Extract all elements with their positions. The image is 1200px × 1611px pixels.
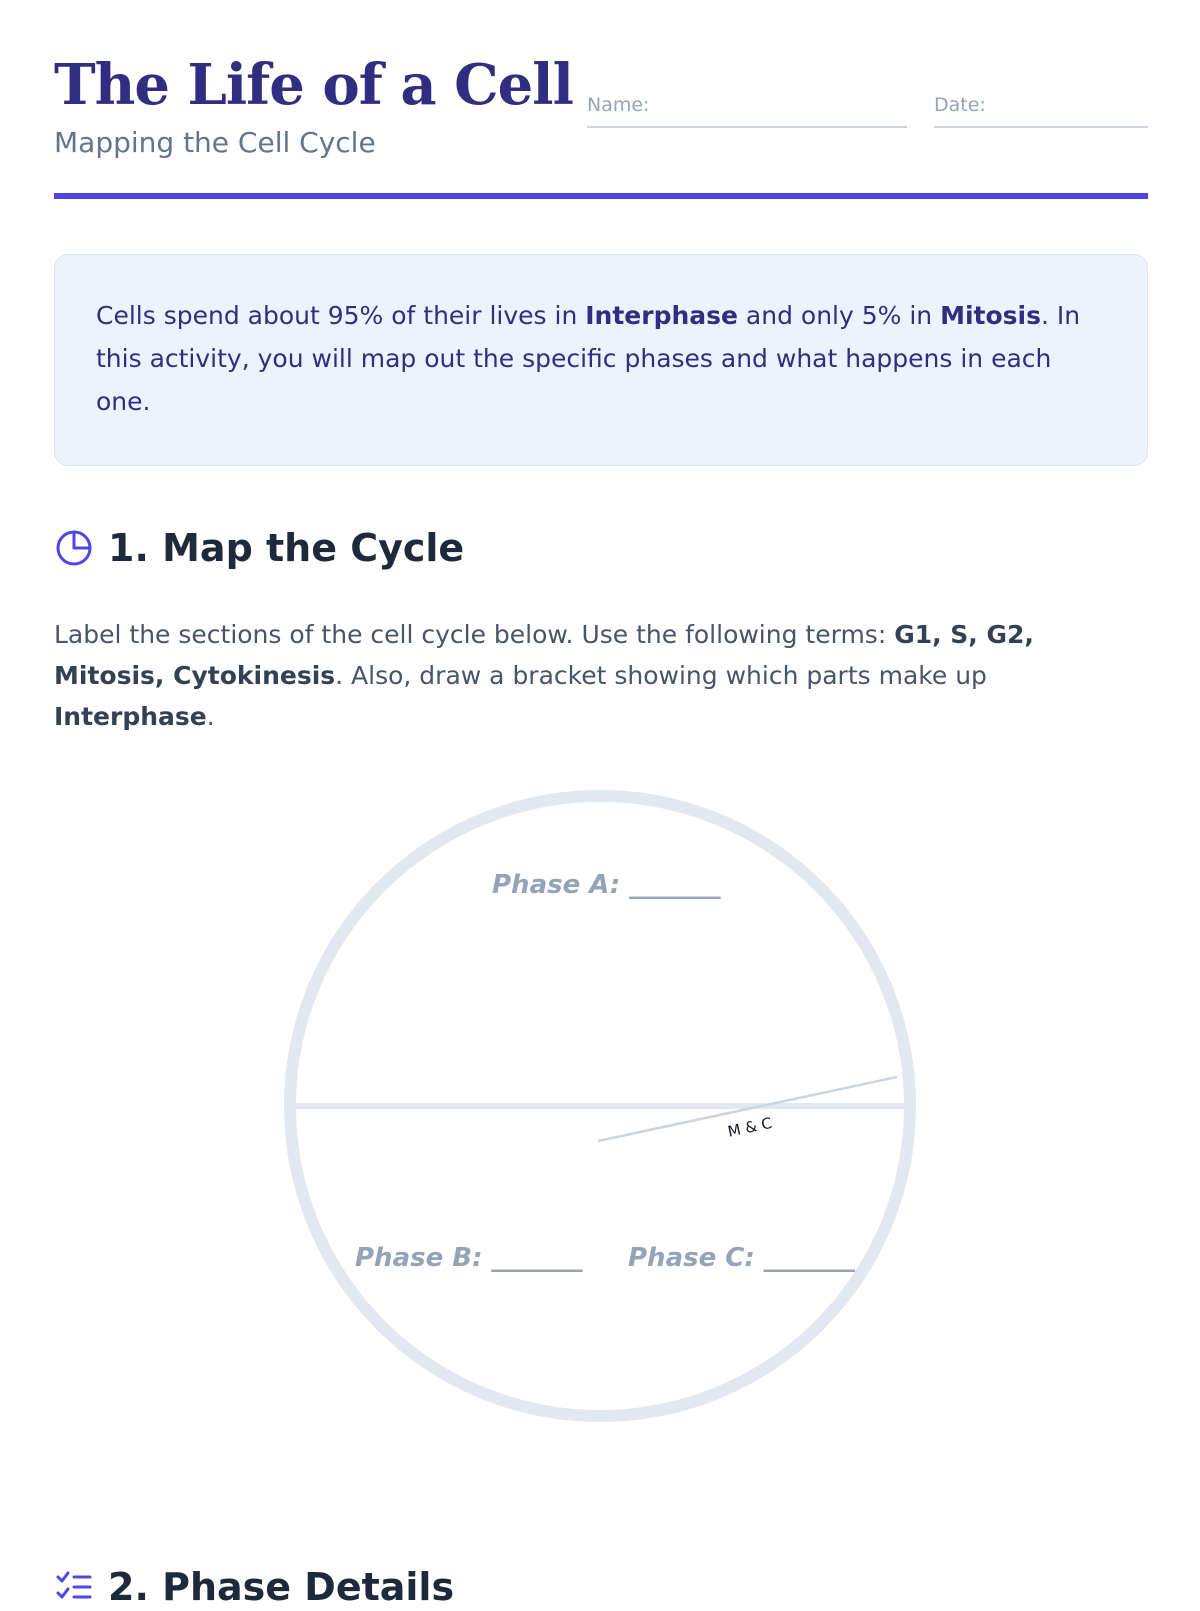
name-field[interactable] [587, 94, 907, 128]
instruction-text: Label the sections of the cell cycle below. Use the following terms: [54, 620, 895, 649]
phase-c-label: Phase C: _______ [628, 1243, 855, 1273]
phase-a-label: Phase A: _______ [492, 870, 721, 900]
section-instructions [54, 614, 1148, 737]
phase-b-label: Phase B: _______ [355, 1243, 583, 1273]
intro-text: . In this activity, you will map out the specific phases and what happens in each one. [96, 301, 1081, 416]
instruction-terms: G1, S, G2, Mitosis, Cytokinesis [54, 620, 1034, 690]
intro-callout [54, 254, 1148, 466]
section-heading: 2. Phase Details [108, 1565, 455, 1609]
name-label: Name: [587, 94, 650, 116]
date-field[interactable] [934, 94, 1148, 128]
instruction-text: . Also, draw a bracket showing which parts make up [335, 661, 987, 690]
mitosis-cytokinesis-label: M & C [726, 1113, 774, 1141]
intro-text: and only 5% in [737, 301, 941, 330]
intro-text: Cells spend about 95% of their lives in [96, 301, 586, 330]
pie-chart-icon [54, 528, 94, 568]
section-heading: 1. Map the Cycle [108, 526, 465, 570]
section-map-cycle [54, 526, 464, 570]
cell-cycle-diagram [280, 786, 920, 1426]
instruction-text: . [206, 702, 215, 731]
section-phase-details [54, 1565, 454, 1609]
instruction-bold-interphase: Interphase [54, 702, 207, 731]
intro-bold-interphase: Interphase [585, 301, 738, 330]
page-title: The Life of a Cell [54, 52, 573, 118]
checklist-icon [54, 1567, 94, 1607]
intro-bold-mitosis: Mitosis [940, 301, 1041, 330]
date-label: Date: [934, 94, 986, 116]
header-divider [54, 193, 1148, 199]
page-subtitle: Mapping the Cell Cycle [54, 126, 376, 159]
